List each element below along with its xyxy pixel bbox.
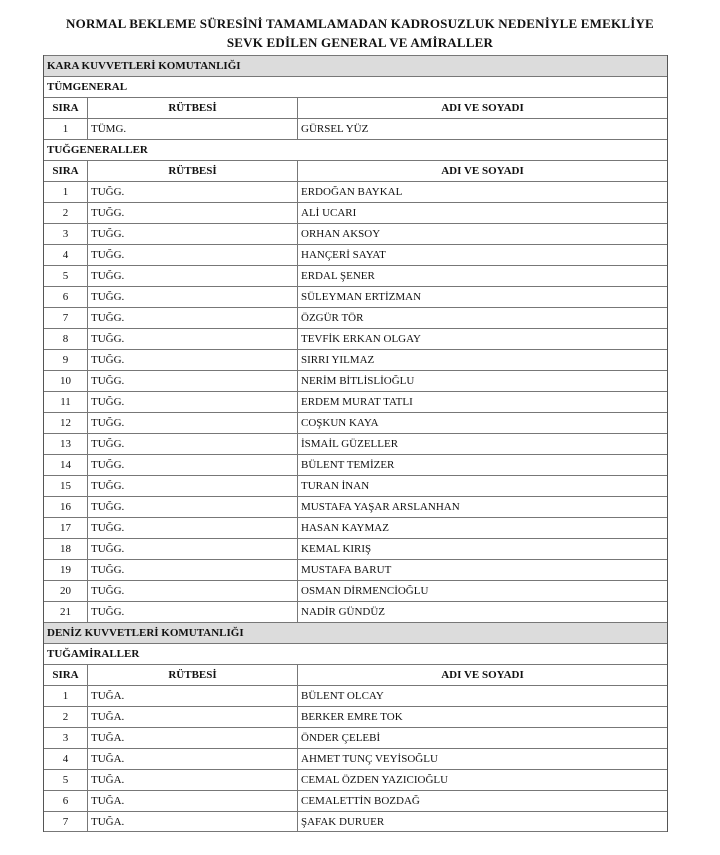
row-name: KEMAL KIRIŞ [301,543,372,555]
table-row [44,685,667,706]
table-row [44,517,667,538]
row-number: 8 [44,329,88,349]
row-name: GÜRSEL YÜZ [301,123,369,135]
header-ad: ADI VE SOYADI [441,669,524,681]
table-row [44,181,667,202]
row-rank: TUĞG. [88,602,298,622]
row-rank: TUĞG. [88,497,298,517]
row-rank: TUĞA. [88,749,298,769]
row-rank: TUĞG. [88,455,298,475]
row-number: 4 [44,245,88,265]
table-row [44,286,667,307]
row-name: CEMALETTİN BOZDAĞ [301,795,420,807]
row-number: 17 [44,518,88,538]
row-rank: TUĞA. [88,728,298,748]
row-number: 18 [44,539,88,559]
table-row [44,265,667,286]
table-row [44,580,667,601]
row-number: 20 [44,581,88,601]
column-header-row [44,97,667,118]
row-rank: TUĞG. [88,518,298,538]
row-rank: TUĞA. [88,686,298,706]
table-row [44,769,667,790]
row-name: ERDAL ŞENER [301,270,375,282]
row-name: HASAN KAYMAZ [301,522,389,534]
group-heading: TUĞGENERALLER [44,139,667,160]
header-sira: SIRA [44,161,88,181]
table-row [44,475,667,496]
document-title-line-2: SEVK EDİLEN GENERAL VE AMİRALLER [226,35,494,50]
row-number: 5 [44,266,88,286]
row-name: ŞAFAK DURUER [301,815,385,828]
row-rank: TUĞG. [88,266,298,286]
table-row [44,349,667,370]
row-name: CEMAL ÖZDEN YAZICIOĞLU [301,774,449,786]
row-number: 6 [44,791,88,811]
row-name: NADİR GÜNDÜZ [301,606,386,618]
document-title-line-1: NORMAL BEKLEME SÜRESİNİ TAMAMLAMADAN KADROSUZLUK NEDENİYLE EMEKLİYE [66,16,654,31]
table-row [44,328,667,349]
row-name: MUSTAFA BARUT [301,564,392,576]
table-row [44,790,667,811]
section-heading: DENİZ KUVVETLERİ KOMUTANLIĞI [44,622,667,643]
table-row [44,370,667,391]
row-number: 5 [44,770,88,790]
row-number: 1 [44,119,88,139]
row-number: 19 [44,560,88,580]
row-number: 2 [44,203,88,223]
row-rank: TUĞA. [88,791,298,811]
row-name: NERİM BİTLİSLİOĞLU [301,375,415,387]
row-name: MUSTAFA YAŞAR ARSLANHAN [301,501,460,513]
row-number: 3 [44,728,88,748]
row-number: 11 [44,392,88,412]
row-name: ÖNDER ÇELEBİ [301,732,381,744]
row-name: ALİ UCARI [301,207,357,219]
table-row [44,538,667,559]
header-rutbe: RÜTBESİ [88,98,298,118]
row-rank: TUĞG. [88,476,298,496]
row-name: SIRRI YILMAZ [301,354,375,366]
row-number: 13 [44,434,88,454]
table-row [44,223,667,244]
column-header-row [44,160,667,181]
section-heading: KARA KUVVETLERİ KOMUTANLIĞI [44,55,667,76]
row-rank: TUĞG. [88,413,298,433]
row-number: 12 [44,413,88,433]
table-row [44,244,667,265]
row-rank: TUĞG. [88,581,298,601]
table-row [44,118,667,139]
row-rank: TUĞG. [88,308,298,328]
row-rank: TUĞG. [88,329,298,349]
column-header-row [44,664,667,685]
row-name: HANÇERİ SAYAT [301,249,386,261]
row-rank: TUĞG. [88,560,298,580]
officers-table [43,55,668,832]
row-number: 9 [44,350,88,370]
row-number: 6 [44,287,88,307]
row-name: TURAN İNAN [301,480,370,492]
row-rank: TUĞG. [88,350,298,370]
row-name: BÜLENT OLCAY [301,690,384,702]
table-row [44,601,667,622]
group-heading: TÜMGENERAL [44,76,667,97]
row-number: 1 [44,182,88,202]
row-rank: TUĞG. [88,434,298,454]
row-number: 10 [44,371,88,391]
row-number: 14 [44,455,88,475]
row-name: BERKER EMRE TOK [301,711,403,723]
row-number: 16 [44,497,88,517]
row-rank: TUĞA. [88,707,298,727]
header-ad: ADI VE SOYADI [441,102,524,114]
table-row [44,433,667,454]
row-rank: TUĞG. [88,539,298,559]
table-row [44,559,667,580]
row-number: 1 [44,686,88,706]
row-number: 2 [44,707,88,727]
row-rank: TÜMG. [88,119,298,139]
row-rank: TUĞG. [88,287,298,307]
group-heading: TUĞAMİRALLER [44,643,667,664]
header-sira: SIRA [44,98,88,118]
row-name: ERDOĞAN BAYKAL [301,186,403,198]
table-row [44,748,667,769]
row-number: 7 [44,308,88,328]
row-name: COŞKUN KAYA [301,417,379,429]
row-name: AHMET TUNÇ VEYİSOĞLU [301,753,438,765]
row-name: ERDEM MURAT TATLI [301,396,413,408]
table-row [44,391,667,412]
row-name: SÜLEYMAN ERTİZMAN [301,291,422,303]
table-row [44,811,667,832]
header-rutbe: RÜTBESİ [88,161,298,181]
row-rank: TUĞG. [88,182,298,202]
row-number: 3 [44,224,88,244]
row-name: OSMAN DİRMENCİOĞLU [301,585,429,597]
table-row [44,727,667,748]
header-sira: SIRA [44,665,88,685]
row-number: 4 [44,749,88,769]
row-rank: TUĞG. [88,224,298,244]
row-rank: TUĞG. [88,371,298,391]
table-row [44,496,667,517]
table-row [44,454,667,475]
row-name: İSMAİL GÜZELLER [301,438,399,450]
header-ad: ADI VE SOYADI [441,165,524,177]
row-number: 15 [44,476,88,496]
row-name: ÖZGÜR TÖR [301,312,364,324]
table-row [44,307,667,328]
row-number: 21 [44,602,88,622]
row-name: TEVFİK ERKAN OLGAY [301,333,421,345]
row-rank: TUĞG. [88,203,298,223]
row-rank: TUĞA. [88,770,298,790]
row-rank: TUĞA. [88,812,298,831]
row-rank: TUĞG. [88,392,298,412]
row-name: BÜLENT TEMİZER [301,459,395,471]
table-row [44,706,667,727]
row-number: 7 [44,812,88,831]
table-row [44,202,667,223]
table-row [44,412,667,433]
row-rank: TUĞG. [88,245,298,265]
row-name: ORHAN AKSOY [301,228,381,240]
header-rutbe: RÜTBESİ [88,665,298,685]
